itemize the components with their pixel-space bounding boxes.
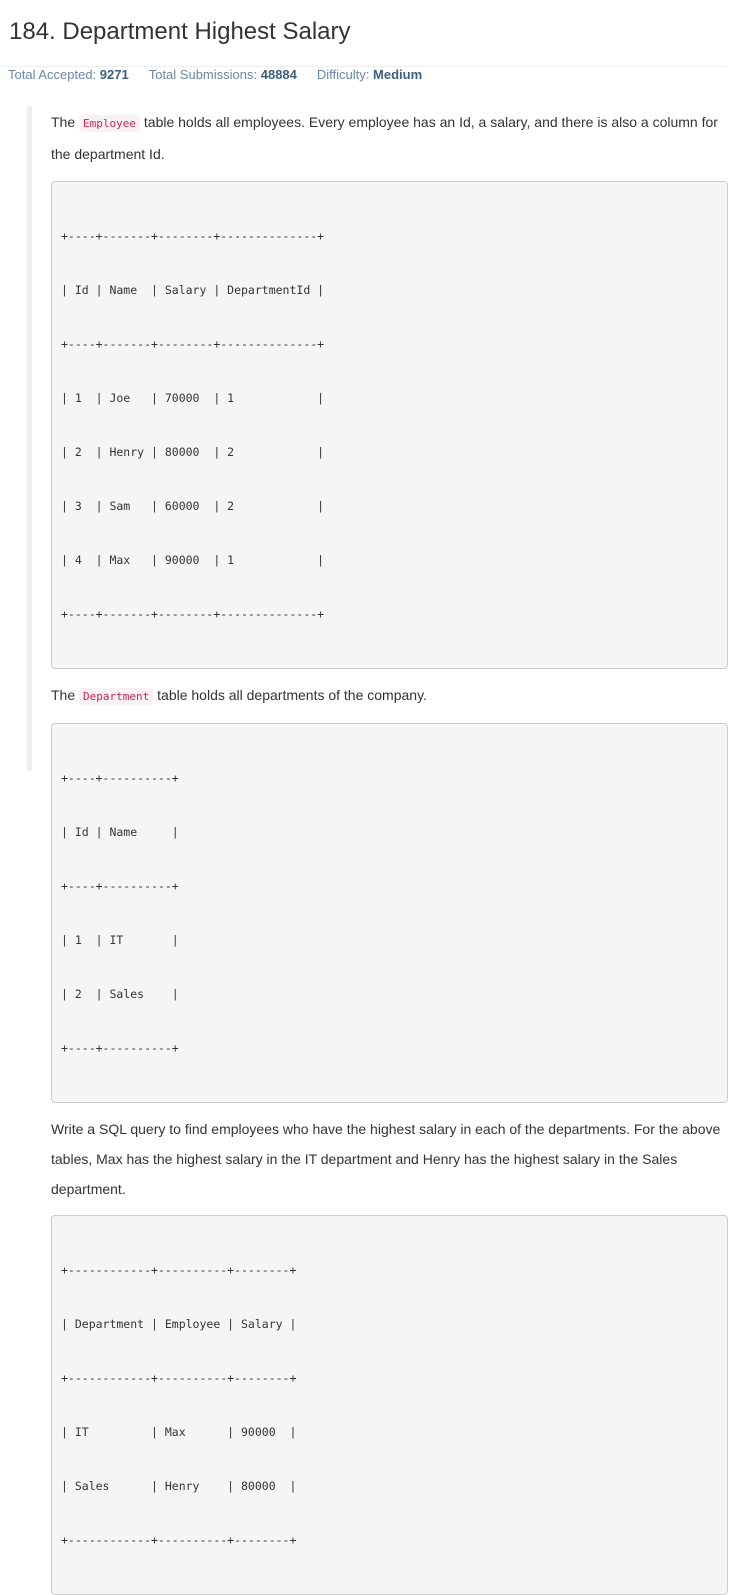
page-title: 184. Department Highest Salary xyxy=(9,18,351,45)
result-table-block xyxy=(51,1215,728,1595)
table-line: | 2 | Sales | xyxy=(61,987,179,1001)
table-line: +------------+----------+--------+ xyxy=(61,1533,297,1547)
table-line: | 2 | Henry | 80000 | 2 | xyxy=(61,445,325,459)
table-line: +----+-------+--------+--------------+ xyxy=(61,337,325,351)
difficulty-label: Difficulty: xyxy=(316,67,370,82)
department-table-block xyxy=(51,723,728,1103)
table-line: | 4 | Max | 90000 | 1 | xyxy=(61,553,325,567)
total-accepted-label: Total Accepted: xyxy=(8,67,97,82)
text-segment: table holds all employees. Every employee has an Id, a salary, and there is also a column for the department Id. xyxy=(51,114,718,162)
department-table-code: Department xyxy=(79,688,153,705)
problem-stats xyxy=(8,66,422,84)
text-segment: The xyxy=(51,114,80,130)
total-submissions xyxy=(149,66,297,84)
table-line: | Id | Name | xyxy=(61,825,179,839)
employee-table-code: Employee xyxy=(79,115,140,132)
table-line: | Sales | Henry | 80000 | xyxy=(61,1479,297,1493)
department-intro-paragraph xyxy=(51,680,728,712)
employee-table-block xyxy=(51,181,728,669)
difficulty-value: Medium xyxy=(373,67,423,82)
table-line: +------------+----------+--------+ xyxy=(61,1263,297,1277)
table-line: +------------+----------+--------+ xyxy=(61,1371,297,1385)
table-line: | 1 | Joe | 70000 | 1 | xyxy=(61,391,325,405)
difficulty xyxy=(317,66,422,84)
table-line: | 1 | IT | xyxy=(61,933,179,947)
text-segment: The xyxy=(51,687,80,703)
query-description-paragraph: Write a SQL query to find employees who have the highest salary in each of the departments. For the above tables, Max has the highest salary in the IT department and Henry has the highest salary in the Sales department. xyxy=(51,1121,721,1197)
table-line: +----+-------+--------+--------------+ xyxy=(61,229,325,243)
table-line: +----+-------+--------+--------------+ xyxy=(61,607,325,621)
table-line: +----+----------+ xyxy=(61,771,179,785)
table-line: | Department | Employee | Salary | xyxy=(61,1317,297,1331)
problem-description xyxy=(51,106,728,1595)
table-line: +----+----------+ xyxy=(61,879,179,893)
table-line: | Id | Name | Salary | DepartmentId | xyxy=(61,283,325,297)
table-line: | IT | Max | 90000 | xyxy=(61,1425,297,1439)
total-accepted xyxy=(8,66,129,84)
total-submissions-value: 48884 xyxy=(260,67,297,82)
total-accepted-value: 9271 xyxy=(99,67,129,82)
employee-intro-paragraph xyxy=(51,107,728,169)
table-line: | 3 | Sam | 60000 | 2 | xyxy=(61,499,325,513)
total-submissions-label: Total Submissions: xyxy=(148,67,258,82)
text-segment: table holds all departments of the company. xyxy=(153,687,427,703)
blockquote-bar xyxy=(27,106,32,771)
table-line: +----+----------+ xyxy=(61,1041,179,1055)
